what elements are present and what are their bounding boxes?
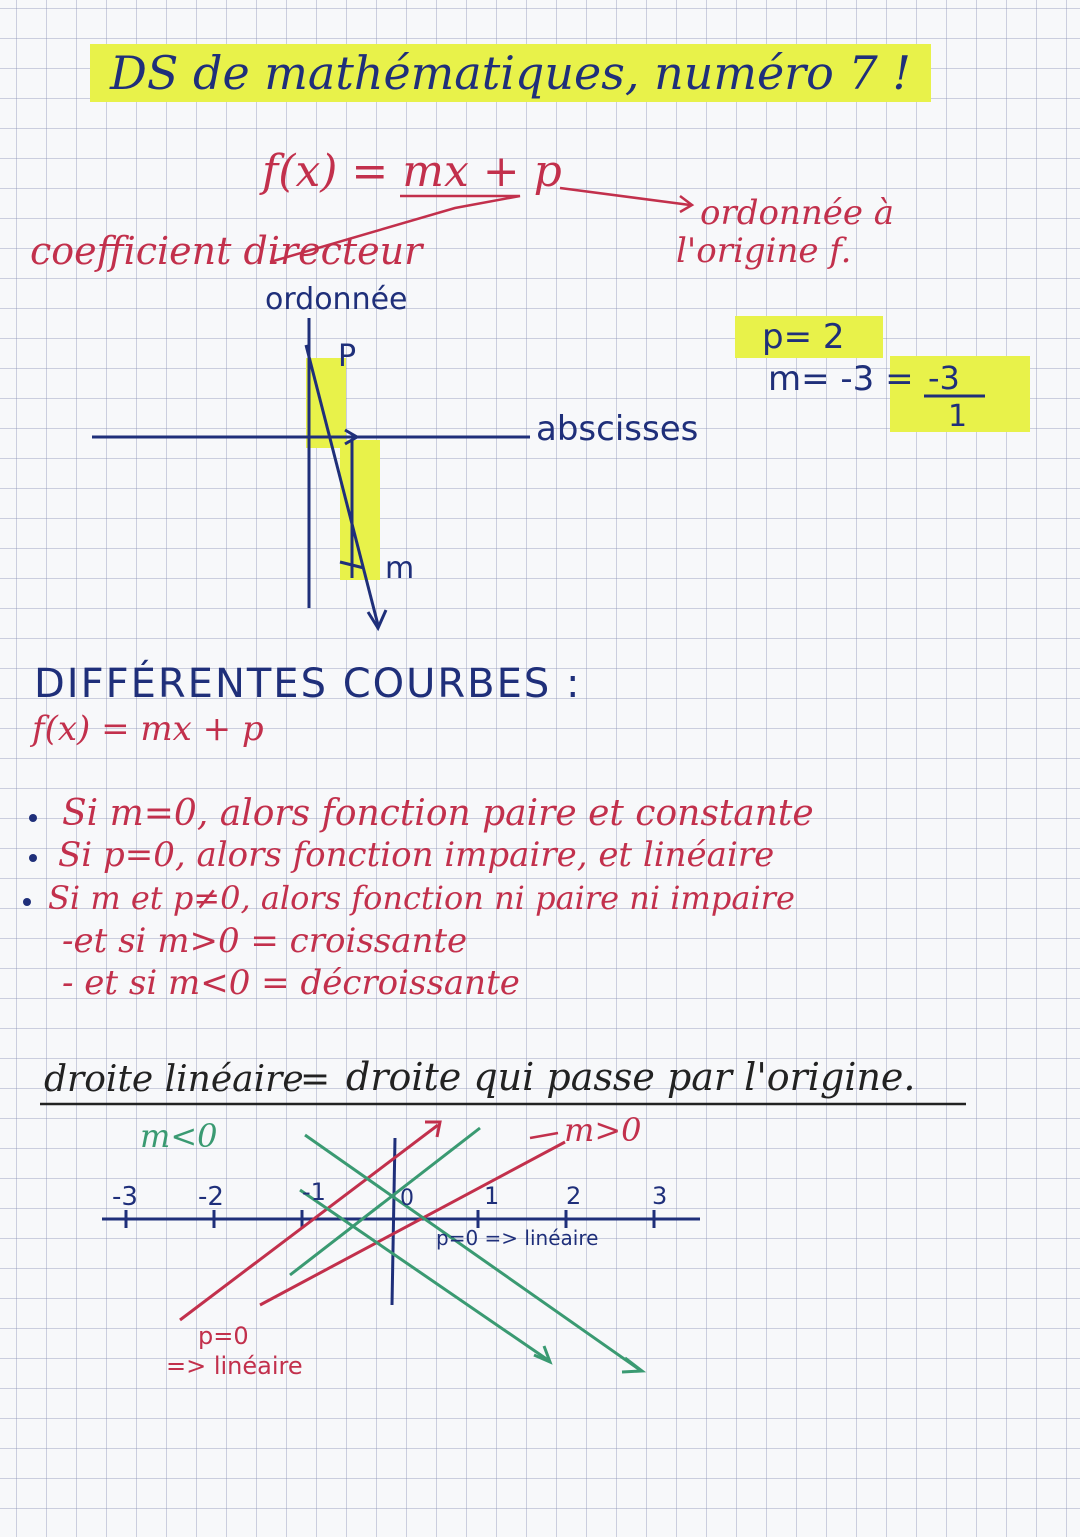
graph2-y-axis (392, 1138, 395, 1305)
tick-label: 1 (484, 1182, 500, 1210)
tick-label: -1 (302, 1178, 326, 1206)
page-title: DS de mathématiques, numéro 7 ! (90, 44, 931, 102)
tick-label: -3 (112, 1182, 138, 1212)
definition-term: droite linéaire (44, 1059, 304, 1100)
graph2-note-left-2: => linéaire (166, 1352, 303, 1380)
graph2-note-left-1: p=0 (198, 1322, 249, 1350)
bullet-2: Si p=0, alors fonction impaire, et linéaire (58, 835, 775, 875)
graph1-x-label: abscisses (536, 409, 699, 449)
section-formula: f(x) = mx + p (32, 709, 264, 749)
m-denominator: 1 (948, 399, 968, 434)
sub-1: -et si m>0 = croissante (62, 921, 468, 961)
p-value: p= 2 (762, 317, 845, 357)
m-value: m= -3 = (768, 359, 914, 399)
ordonnee-origine-label-2: l'origine f. (676, 231, 852, 271)
graph2-m-pos-label: m>0 (564, 1111, 642, 1149)
graph1-p-label: P (338, 339, 357, 374)
graph2-m-neg-label: m<0 (140, 1117, 218, 1155)
bullet-1: Si m=0, alors fonction paire et constante (62, 793, 814, 834)
tick-label: 2 (566, 1182, 582, 1210)
definition-text: droite qui passe par l'origine. (346, 1055, 916, 1099)
section-title: DIFFÉRENTES COURBES : (34, 661, 582, 707)
tick-label: 3 (652, 1182, 668, 1210)
tick-label: 0 (400, 1186, 414, 1211)
graph1-m-label: m (385, 551, 415, 586)
m-numerator: -3 (928, 359, 960, 397)
tick-label: -2 (198, 1182, 224, 1212)
graph2-line-green-3 (300, 1186, 548, 1360)
bullet-3: Si m et p≠0, alors fonction ni paire ni impaire (48, 879, 795, 917)
graph1-y-label: ordonnée (265, 282, 408, 317)
definition-eq: = (300, 1059, 331, 1100)
coefficient-directeur-label: coefficient directeur (30, 229, 423, 273)
sub-2: - et si m<0 = décroissante (62, 963, 520, 1003)
main-formula: f(x) = mx + p (262, 146, 562, 197)
graph2-note-right: p=0 => linéaire (436, 1226, 599, 1250)
ordonnee-origine-label-1: ordonnée à (700, 193, 895, 233)
graph2-line-red-1 (180, 1125, 438, 1320)
